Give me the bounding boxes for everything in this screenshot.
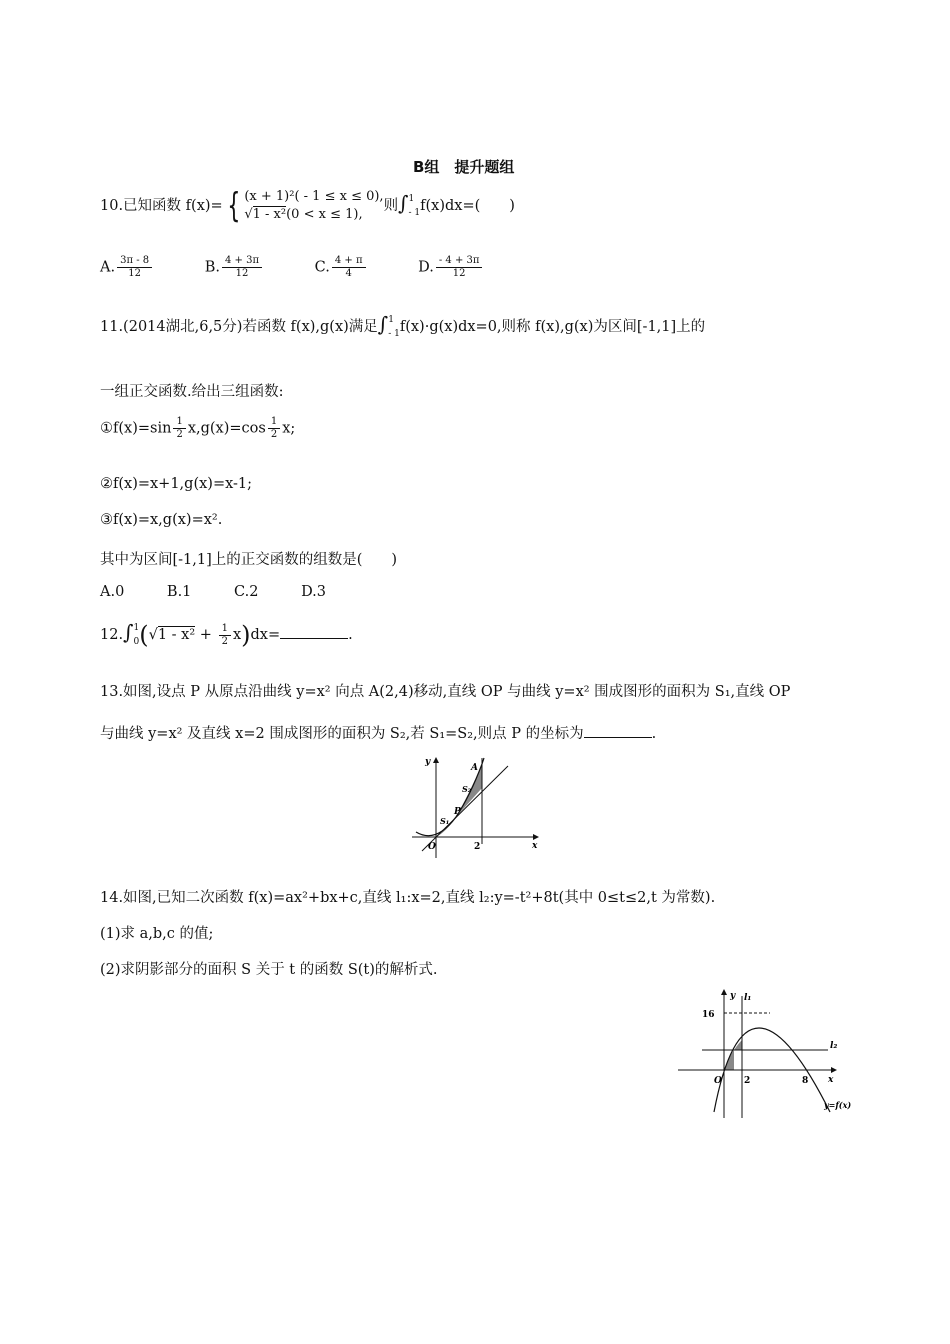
q13-label-y: y — [425, 757, 431, 767]
q11-frac2-num: 1 — [268, 416, 280, 429]
q12-lead: 12. — [100, 627, 124, 643]
q14-label-16: 16 — [702, 1010, 715, 1020]
q10-limits — [409, 192, 421, 220]
q10-option-b-frac — [222, 255, 262, 280]
q14-label-fx: y=f(x) — [824, 1100, 852, 1110]
q14-line1: 14.如图,已知二次函数 f(x)=ax²+bx+c,直线 l₁:x=2,直线 l₂:y=-t²+8t(其中 0≤t≤2,t 为常数). — [100, 890, 716, 906]
q13-line2: 与曲线 y=x² 及直线 x=2 围成图形的面积为 S₂,若 S₁=S₂,则点 P 的坐标为 — [100, 726, 584, 742]
q13-line2-wrap — [100, 722, 656, 743]
q11-item1 — [100, 416, 295, 441]
q12-plus: + — [195, 627, 217, 643]
q11-item1-c: x; — [282, 420, 296, 437]
q14-part2: (2)求阴影部分的面积 S 关于 t 的函数 S(t)的解析式. — [100, 962, 438, 978]
q11-frac1-num: 1 — [173, 416, 185, 429]
q11-item1-frac1 — [173, 416, 185, 441]
q10-int-upper: 1 — [408, 194, 415, 204]
q12-left-paren: ( — [139, 621, 149, 649]
q12-frac-num: 1 — [219, 623, 231, 636]
q11-option-a[interactable]: A.0 — [100, 584, 125, 600]
q12-frac-den: 2 — [221, 635, 228, 647]
q10-option-c[interactable] — [315, 255, 368, 280]
q14-label-2: 2 — [744, 1076, 751, 1086]
q14-part1: (1)求 a,b,c 的值; — [100, 926, 214, 942]
q11-frac2-den: 2 — [270, 429, 278, 440]
q10-lead: 10.已知函数 f(x)= — [100, 198, 223, 214]
q10-option-a-den: 12 — [128, 268, 141, 279]
q14-label-x: x — [828, 1075, 834, 1085]
q10-option-c-frac — [332, 255, 366, 280]
q10-option-c-num: 4 + π — [332, 255, 366, 268]
q13-label-a: A — [471, 763, 478, 773]
q11-int-lower: - 1 — [388, 329, 400, 339]
q10-case2: √1 - x²(0 < x ≤ 1), — [244, 207, 363, 222]
q12-end: . — [348, 627, 353, 643]
q10-option-a-label: A. — [100, 259, 116, 276]
q10-option-d-den: 12 — [452, 268, 466, 279]
q11-frac1-den: 2 — [176, 429, 183, 440]
q12-tail: dx= — [250, 627, 281, 643]
q11-integrand: f(x)·g(x)dx=0,则称 f(x),g(x)为区间[-1,1]上的 — [399, 319, 706, 335]
q10-option-a-frac — [117, 255, 152, 280]
q10-option-a[interactable] — [100, 255, 154, 280]
q10-option-b-num: 4 + 3π — [222, 255, 262, 268]
q14-label-o: O — [714, 1076, 722, 1086]
q10-brace: { — [227, 186, 240, 226]
q11-integral-sign: ∫ — [377, 312, 389, 336]
q10-cases — [244, 188, 383, 224]
q14-label-8: 8 — [802, 1076, 809, 1086]
q12-integral-sign: ∫ — [123, 620, 134, 644]
q11-item1-a: ①f(x)=sin — [100, 420, 172, 437]
q11-option-c[interactable]: C.2 — [234, 584, 259, 600]
q13-line1: 13.如图,设点 P 从原点沿曲线 y=x² 向点 A(2,4)移动,直线 OP 与曲线 y=x² 围成图形的面积为 S₁,直线 OP — [100, 684, 791, 700]
q12-frac — [219, 623, 231, 648]
q11-question: 其中为区间[-1,1]上的正交函数的组数是( ) — [100, 552, 398, 568]
q14-label-l1: l₁ — [744, 993, 752, 1003]
q13-label-s2: S₂ — [462, 784, 472, 794]
q12-right-paren: ) — [241, 621, 251, 649]
q13-answer-blank[interactable] — [584, 723, 652, 738]
q11-option-b[interactable]: B.1 — [166, 584, 192, 600]
q10-option-c-label: C. — [314, 259, 330, 276]
section-title: B组 提升题组 — [413, 158, 515, 176]
q13-label-s1: S₁ — [440, 816, 450, 826]
q14-label-y: y — [730, 991, 736, 1001]
q10-option-d-frac — [436, 255, 483, 280]
q11-limits — [388, 313, 400, 341]
question-10 — [100, 188, 515, 224]
q10-integrand: f(x)dx=( ) — [420, 198, 515, 214]
question-12: 12.∫ 1 0 (√1 - x² + $\frac{1}{2}$ x)dx= . — [100, 620, 353, 649]
q10-option-d[interactable] — [418, 255, 484, 280]
q12-int-upper: 1 — [133, 623, 140, 633]
q11-line2: 一组正交函数.给出三组函数: — [100, 384, 284, 400]
q10-case2-rest: (0 < x ≤ 1), — [286, 207, 363, 222]
q10-case2-sqrt: 1 - x² — [252, 207, 287, 222]
q13-label-2: 2 — [474, 842, 481, 852]
q14-figure — [676, 986, 868, 1120]
q12-int-lower: 0 — [133, 637, 140, 647]
q12-sqrt: 1 - x² — [157, 627, 196, 643]
q10-option-b-label: B. — [204, 259, 221, 276]
q10-int-lower: - 1 — [408, 208, 421, 218]
question-11 — [100, 312, 705, 341]
q13-line-op — [422, 766, 508, 851]
q10-option-b-den: 12 — [235, 268, 249, 279]
q11-item1-b: x,g(x)=cos — [187, 420, 266, 437]
q10-integral-sign: ∫ — [398, 191, 409, 215]
q11-lead: 11.(2014湖北,6,5分)若函数 f(x),g(x)满足 — [100, 319, 378, 335]
q10-option-a-num: 3π - 8 — [117, 255, 152, 268]
q13-label-p: P — [454, 807, 461, 817]
q11-options — [100, 584, 326, 600]
q13-label-o: O — [428, 842, 436, 852]
q13-label-x: x — [532, 841, 538, 851]
q10-option-d-num: - 4 + 3π — [436, 255, 483, 268]
q10-then: 则 — [383, 198, 399, 214]
q11-int-upper: 1 — [388, 315, 394, 325]
q11-option-d[interactable]: D.3 — [301, 584, 327, 600]
q12-answer-blank[interactable] — [280, 624, 348, 639]
q10-option-d-label: D. — [418, 259, 434, 276]
q12-x: x — [232, 627, 242, 643]
q10-option-c-den: 4 — [345, 268, 352, 279]
q13-end: . — [651, 726, 657, 742]
q10-options — [100, 255, 530, 280]
q14-label-l2: l₂ — [830, 1041, 838, 1051]
q10-case1: (x + 1)²( - 1 ≤ x ≤ 0), — [244, 189, 384, 204]
q11-item3: ③f(x)=x,g(x)=x². — [100, 512, 223, 528]
q11-item1-frac2 — [268, 416, 280, 441]
q11-item2: ②f(x)=x+1,g(x)=x-1; — [100, 476, 253, 492]
q10-option-b[interactable] — [205, 255, 264, 280]
q13-figure — [408, 752, 543, 860]
